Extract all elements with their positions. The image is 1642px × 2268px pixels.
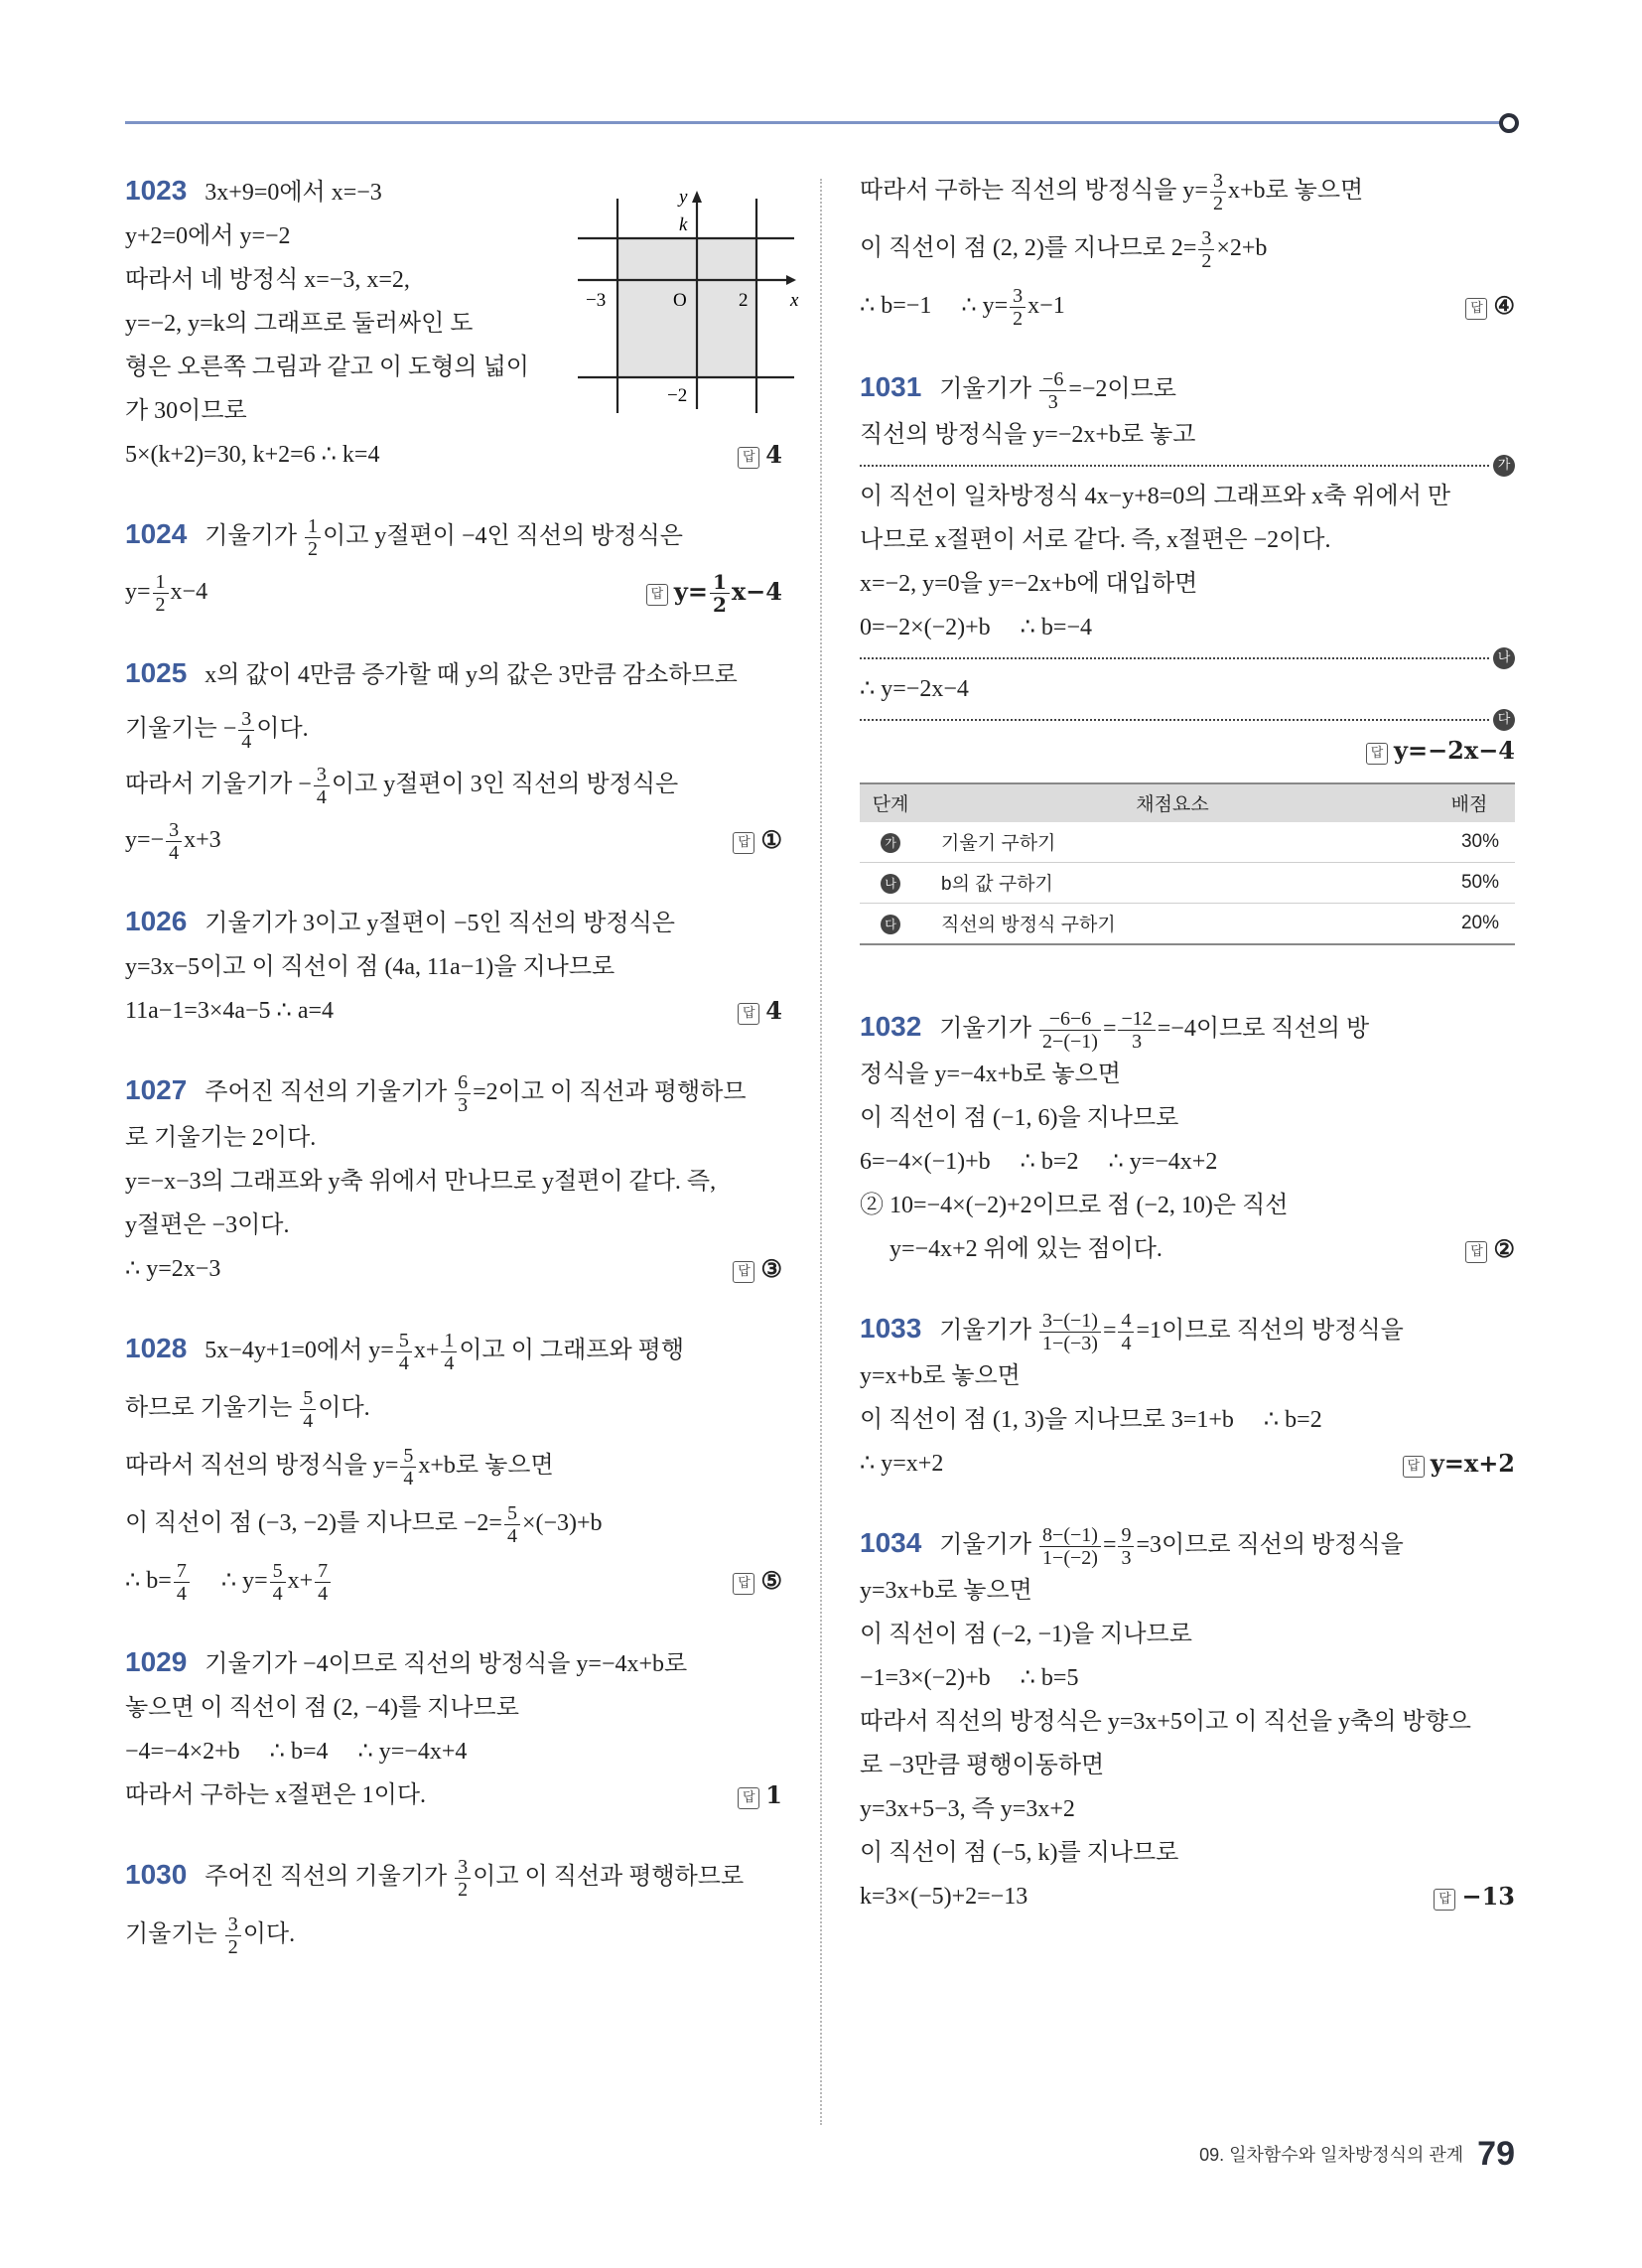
text-line: 0=−2×(−2)+b ∴ b=−4 bbox=[860, 614, 1092, 640]
numerator: 9 bbox=[1118, 1524, 1134, 1547]
denominator: 4 bbox=[241, 730, 252, 753]
fraction bbox=[396, 1330, 412, 1374]
text: 기울기가 bbox=[205, 523, 304, 549]
numerator: 8−(−1) bbox=[1039, 1524, 1101, 1547]
answer-mark-icon: 답 bbox=[646, 584, 668, 606]
text: = bbox=[1102, 1317, 1117, 1344]
numerator: 5 bbox=[396, 1330, 412, 1352]
answer bbox=[738, 433, 782, 477]
answer-value: −13 bbox=[1461, 1881, 1515, 1911]
text: ×2+b bbox=[1216, 234, 1268, 261]
fraction bbox=[1039, 1008, 1101, 1053]
table-row bbox=[860, 903, 1515, 944]
numerator: 3 bbox=[1010, 285, 1026, 308]
numerator: 5 bbox=[400, 1445, 416, 1468]
text-line: 직선의 방정식을 y=−2x+b로 놓고 bbox=[860, 421, 1196, 448]
numerator: 3 bbox=[1210, 170, 1226, 193]
text: 하므로 기울기는 bbox=[125, 1394, 299, 1421]
denominator: 4 bbox=[398, 1351, 409, 1374]
answer bbox=[1465, 1227, 1515, 1271]
step-marker-icon: 가 bbox=[1493, 455, 1515, 477]
text-line: y=3x−5이고 이 직선이 점 (4a, 11a−1)을 지나므로 bbox=[125, 953, 616, 980]
text-line: 따라서 직선의 방정식은 y=3x+5이고 이 직선을 y축의 방향으 bbox=[860, 1708, 1471, 1735]
problem-number: 1030 bbox=[125, 1858, 188, 1890]
text: 이다. bbox=[318, 1394, 370, 1421]
fraction bbox=[314, 764, 330, 808]
numerator: 5 bbox=[504, 1502, 520, 1525]
fraction bbox=[305, 515, 321, 560]
answer-mark-icon: 답 bbox=[733, 832, 754, 854]
denominator: 4 bbox=[272, 1582, 283, 1605]
text: 기울기가 bbox=[939, 1015, 1038, 1042]
answer bbox=[733, 1247, 782, 1291]
criteria-cell: b의 값 구하기 bbox=[921, 862, 1424, 903]
numerator: 3−(−1) bbox=[1039, 1310, 1101, 1333]
column-divider bbox=[820, 179, 822, 2125]
text: 기울기가 bbox=[939, 375, 1038, 402]
answer bbox=[1366, 729, 1515, 773]
problem-1028 bbox=[125, 1327, 782, 1605]
text-line: 이 직선이 점 (1, 3)을 지나므로 3=1+b ∴ b=2 bbox=[860, 1406, 1322, 1433]
problem-1033 bbox=[860, 1307, 1515, 1486]
text: x의 값이 4만큼 증가할 때 y의 값은 3만큼 감소하므로 bbox=[205, 661, 738, 688]
denominator: 4 bbox=[303, 1409, 314, 1432]
denominator: 3 bbox=[1047, 390, 1058, 413]
denominator: 2 bbox=[1201, 249, 1212, 272]
numerator: −12 bbox=[1118, 1008, 1155, 1031]
text-line: 가 30이므로 bbox=[125, 398, 247, 424]
denominator: 2 bbox=[712, 592, 727, 617]
text: x−1 bbox=[1027, 292, 1065, 319]
fraction bbox=[400, 1445, 416, 1489]
answer-mark-icon: 답 bbox=[1366, 743, 1388, 765]
answer-mark-icon: 답 bbox=[1434, 1889, 1455, 1911]
fraction bbox=[1039, 1310, 1101, 1354]
text: 이고 y절편이 3인 직선의 방정식은 bbox=[331, 771, 679, 797]
scoring-table-header bbox=[860, 783, 1515, 822]
text: =1이므로 직선의 방정식을 bbox=[1136, 1317, 1404, 1344]
text-line: −1=3×(−2)+b ∴ b=5 bbox=[860, 1664, 1079, 1691]
text: =3이므로 직선의 방정식을 bbox=[1136, 1531, 1404, 1558]
denominator: 3 bbox=[458, 1093, 469, 1116]
text-line: y=−2, y=k의 그래프로 둘러싸인 도 bbox=[125, 311, 474, 337]
problem-number: 1026 bbox=[125, 905, 188, 936]
fraction bbox=[1118, 1524, 1134, 1569]
text-line: 따라서 네 방정식 x=−3, x=2, bbox=[125, 267, 410, 293]
fraction bbox=[238, 708, 254, 753]
points-cell: 20% bbox=[1424, 903, 1515, 944]
problem-number: 1032 bbox=[860, 1010, 922, 1042]
denominator: 4 bbox=[506, 1524, 517, 1547]
text: k=3×(−5)+2=−13 bbox=[860, 1883, 1028, 1910]
top-rule bbox=[125, 121, 1507, 124]
text: =−4이므로 직선의 방 bbox=[1157, 1015, 1370, 1042]
text: 이 직선이 점 (−3, −2)를 지나므로 −2= bbox=[125, 1509, 502, 1536]
step-marker-icon: 가 bbox=[881, 833, 900, 853]
answer-mark-icon: 답 bbox=[1403, 1456, 1425, 1478]
text-line: 이 직선이 점 (−1, 6)을 지나므로 bbox=[860, 1104, 1179, 1131]
problem-1024 bbox=[125, 512, 782, 616]
chapter-title: 09. 일차함수와 일차방정식의 관계 bbox=[1199, 2145, 1464, 2165]
denominator: 3 bbox=[1132, 1030, 1143, 1053]
text: 이고 이 그래프와 평행 bbox=[459, 1337, 685, 1363]
text: x−4 bbox=[170, 578, 208, 605]
answer bbox=[733, 1559, 782, 1603]
step-separator bbox=[860, 711, 1511, 727]
answer-value: y=x+2 bbox=[1430, 1448, 1515, 1478]
text-line: 정식을 y=−4x+b로 놓으면 bbox=[860, 1061, 1121, 1087]
fraction bbox=[455, 1071, 471, 1116]
answer bbox=[738, 1773, 782, 1817]
text: y=−4x+2 위에 있는 점이다. bbox=[889, 1235, 1163, 1262]
denominator: 2 bbox=[1013, 307, 1024, 330]
step-marker-icon: 나 bbox=[1493, 647, 1515, 669]
text: =−2이므로 bbox=[1068, 375, 1176, 402]
fraction bbox=[441, 1330, 457, 1374]
graph-label-x: x bbox=[790, 290, 799, 311]
text: 기울기는 bbox=[125, 1920, 223, 1947]
text: 따라서 직선의 방정식을 y= bbox=[125, 1452, 399, 1479]
text: x+b로 놓으면 bbox=[418, 1452, 554, 1479]
text: y= bbox=[125, 578, 151, 605]
text-line: 형은 오른쪽 그림과 같고 이 도형의 넓이 bbox=[125, 354, 529, 380]
text: 기울기가 bbox=[939, 1317, 1038, 1344]
text: ∴ b=−1 ∴ y= bbox=[860, 292, 1009, 319]
problem-1027 bbox=[125, 1068, 782, 1291]
text-line: −4=−4×2+b ∴ b=4 ∴ y=−4x+4 bbox=[125, 1738, 468, 1765]
left-column bbox=[125, 169, 799, 1994]
problem-number: 1034 bbox=[860, 1526, 922, 1558]
header-criteria: 채점요소 bbox=[921, 783, 1424, 822]
problem-number: 1031 bbox=[860, 370, 922, 402]
denominator: 4 bbox=[444, 1351, 455, 1374]
text: 이 직선이 점 (2, 2)를 지나므로 2= bbox=[860, 234, 1197, 261]
answer-value: ④ bbox=[1493, 290, 1515, 320]
denominator: 4 bbox=[1121, 1332, 1132, 1354]
scoring-table bbox=[860, 782, 1515, 945]
fraction bbox=[315, 1560, 331, 1605]
right-column bbox=[860, 169, 1515, 1954]
denominator: 2 bbox=[227, 1935, 238, 1958]
text-line: 로 −3만큼 평행이동하면 bbox=[860, 1752, 1105, 1778]
text: 기울기가 bbox=[939, 1531, 1038, 1558]
answer-value: y=−2x−4 bbox=[1394, 735, 1515, 765]
text-line: y+2=0에서 y=−2 bbox=[125, 223, 291, 249]
text: 기울기는 − bbox=[125, 715, 237, 742]
answer-mark-icon: 답 bbox=[1465, 298, 1487, 320]
fraction bbox=[455, 1856, 471, 1901]
text: 주어진 직선의 기울기가 bbox=[205, 1863, 454, 1890]
answer bbox=[1465, 284, 1515, 328]
answer-mark-icon: 답 bbox=[733, 1261, 754, 1283]
answer bbox=[646, 570, 782, 616]
text: 기울기가 −4이므로 직선의 방정식을 y=−4x+b로 bbox=[205, 1650, 688, 1677]
text-line: 놓으면 이 직선이 점 (2, −4)를 지나므로 bbox=[125, 1694, 519, 1721]
answer bbox=[1403, 1442, 1515, 1486]
text: 11a−1=3×4a−5 ∴ a=4 bbox=[125, 997, 335, 1024]
text: x+b로 놓으면 bbox=[1227, 178, 1364, 204]
answer-mark-icon: 답 bbox=[738, 1003, 759, 1025]
fraction bbox=[504, 1502, 520, 1547]
text-line: y=3x+5−3, 즉 y=3x+2 bbox=[860, 1795, 1075, 1822]
text: 이고 y절편이 −4인 직선의 방정식은 bbox=[323, 523, 683, 549]
problem-number: 1024 bbox=[125, 518, 188, 549]
answer-value: ② bbox=[1493, 1233, 1515, 1263]
text-line: 5×(k+2)=30, k+2=6 ∴ k=4 bbox=[125, 442, 380, 468]
answer bbox=[733, 818, 782, 862]
criteria-cell: 직선의 방정식 구하기 bbox=[921, 903, 1424, 944]
top-rule-dot bbox=[1499, 113, 1519, 133]
answer-value: ⑤ bbox=[760, 1565, 782, 1595]
text: ∴ y=x+2 bbox=[860, 1450, 944, 1477]
numerator: 7 bbox=[315, 1560, 331, 1583]
graph-label-k: k bbox=[679, 214, 688, 235]
text-line: 이 직선이 점 (−5, k)를 지나므로 bbox=[860, 1839, 1179, 1866]
text: 따라서 구하는 직선의 방정식을 y= bbox=[860, 178, 1208, 204]
text: = bbox=[1102, 1531, 1117, 1558]
numerator: 5 bbox=[270, 1560, 286, 1583]
denominator: 1−(−2) bbox=[1042, 1546, 1098, 1569]
fraction bbox=[225, 1914, 241, 1958]
step-separator bbox=[860, 649, 1511, 665]
denominator: 4 bbox=[318, 1582, 329, 1605]
text-line: 나므로 x절편이 서로 같다. 즉, x절편은 −2이다. bbox=[860, 526, 1331, 553]
problem-1026 bbox=[125, 900, 782, 1033]
fraction bbox=[1118, 1008, 1155, 1053]
text: x+ bbox=[287, 1567, 314, 1594]
axis-x-arrow bbox=[786, 275, 796, 285]
numerator: 3 bbox=[1198, 227, 1214, 250]
text-line: 3x+9=0에서 x=−3 bbox=[205, 180, 382, 206]
text-line: 로 기울기는 2이다. bbox=[125, 1124, 317, 1151]
points-cell: 30% bbox=[1424, 822, 1515, 863]
text: ∴ y= bbox=[191, 1567, 268, 1594]
answer-value: 4 bbox=[765, 440, 782, 469]
text-line: y=3x+b로 놓으면 bbox=[860, 1577, 1032, 1604]
step-marker-icon: 다 bbox=[881, 915, 900, 934]
denominator: 2−(−1) bbox=[1042, 1030, 1098, 1053]
denominator: 3 bbox=[1121, 1546, 1132, 1569]
answer-value: ③ bbox=[760, 1253, 782, 1283]
text: x+3 bbox=[184, 826, 221, 853]
fraction bbox=[270, 1560, 286, 1605]
numerator: 3 bbox=[238, 708, 254, 731]
text: ∴ y=2x−3 bbox=[125, 1255, 221, 1282]
numerator: 1 bbox=[305, 515, 321, 538]
problem-number: 1027 bbox=[125, 1073, 188, 1105]
numerator: 1 bbox=[710, 571, 730, 594]
fraction bbox=[153, 571, 169, 616]
numerator: 3 bbox=[314, 764, 330, 786]
header-points: 배점 bbox=[1424, 783, 1515, 822]
answer-mark-icon: 답 bbox=[738, 447, 759, 469]
text-line: y=−x−3의 그래프와 y축 위에서 만나므로 y절편이 같다. 즉, bbox=[125, 1168, 717, 1195]
text: 기울기가 3이고 y절편이 −5인 직선의 방정식은 bbox=[205, 910, 675, 936]
graph-label-minus-3: −3 bbox=[586, 290, 607, 311]
fraction bbox=[710, 571, 730, 616]
denominator: 2 bbox=[458, 1878, 469, 1901]
denominator: 4 bbox=[316, 785, 327, 808]
numerator: −6 bbox=[1039, 368, 1066, 391]
graph-label-minus-2: −2 bbox=[667, 385, 688, 406]
fraction bbox=[1010, 285, 1026, 330]
step-marker-icon: 나 bbox=[881, 874, 900, 894]
answer bbox=[738, 989, 782, 1033]
text: 이다. bbox=[242, 1920, 296, 1947]
text-line: 이 직선이 점 (−2, −1)을 지나므로 bbox=[860, 1621, 1192, 1647]
numerator: 1 bbox=[441, 1330, 457, 1352]
answer-value: 4 bbox=[765, 995, 782, 1025]
problem-1032 bbox=[860, 1005, 1515, 1271]
header-step: 단계 bbox=[860, 783, 921, 822]
denominator: 4 bbox=[169, 841, 180, 864]
problem-1023 bbox=[125, 169, 799, 477]
numerator: 7 bbox=[174, 1560, 190, 1583]
numerator: 3 bbox=[225, 1914, 241, 1936]
numerator: 3 bbox=[455, 1856, 471, 1879]
numerator: 5 bbox=[300, 1387, 316, 1410]
text: x+ bbox=[413, 1337, 440, 1363]
text-line: y=x+b로 놓으면 bbox=[860, 1362, 1021, 1389]
points-cell: 50% bbox=[1424, 862, 1515, 903]
numerator: 1 bbox=[153, 571, 169, 594]
numerator: 3 bbox=[166, 819, 182, 842]
criteria-cell: 기울기 구하기 bbox=[921, 822, 1424, 863]
problem-1025 bbox=[125, 651, 782, 864]
problem-1031 bbox=[860, 365, 1515, 945]
answer-mark-icon: 답 bbox=[733, 1573, 754, 1595]
text: 이고 이 직선과 평행하므로 bbox=[473, 1863, 745, 1890]
text: 따라서 기울기가 − bbox=[125, 771, 312, 797]
problem-number: 1033 bbox=[860, 1312, 922, 1344]
text-line: ② 10=−4×(−2)+2이므로 점 (−2, 10)은 직선 bbox=[860, 1192, 1289, 1218]
answer-mark-icon: 답 bbox=[738, 1787, 759, 1809]
table-row bbox=[860, 822, 1515, 863]
denominator: 4 bbox=[176, 1582, 187, 1605]
text: y=− bbox=[125, 826, 165, 853]
text-line: y절편은 −3이다. bbox=[125, 1211, 290, 1238]
text: 이다. bbox=[256, 715, 309, 742]
text-line: x=−2, y=0을 y=−2x+b에 대입하면 bbox=[860, 570, 1198, 597]
text: 5x−4y+1=0에서 y= bbox=[205, 1337, 394, 1363]
text: = bbox=[1102, 1015, 1117, 1042]
text: y= bbox=[673, 576, 708, 606]
fraction bbox=[1198, 227, 1214, 272]
problem-1034 bbox=[860, 1521, 1515, 1918]
step-marker-icon: 다 bbox=[1493, 709, 1515, 731]
problem-number: 1028 bbox=[125, 1332, 188, 1363]
answer-value: ① bbox=[760, 824, 782, 854]
problem-1029 bbox=[125, 1640, 782, 1817]
numerator: 6 bbox=[455, 1071, 471, 1094]
fraction bbox=[1210, 170, 1226, 214]
problem-number: 1025 bbox=[125, 656, 188, 688]
text-line: 이 직선이 일차방정식 4x−y+8=0의 그래프와 x축 위에서 만 bbox=[860, 483, 1451, 509]
answer-value: 1 bbox=[765, 1779, 782, 1809]
numerator: −6−6 bbox=[1039, 1008, 1101, 1031]
table-row bbox=[860, 862, 1515, 903]
fraction bbox=[174, 1560, 190, 1605]
step-separator bbox=[860, 457, 1511, 473]
numerator: 4 bbox=[1118, 1310, 1134, 1333]
denominator: 2 bbox=[308, 537, 319, 560]
fraction bbox=[1039, 1524, 1101, 1569]
text: 따라서 구하는 x절편은 1이다. bbox=[125, 1781, 427, 1808]
text-line: ∴ y=−2x−4 bbox=[860, 675, 969, 702]
graph-label-2: 2 bbox=[739, 290, 749, 311]
fraction bbox=[166, 819, 182, 864]
text: 주어진 직선의 기울기가 bbox=[205, 1078, 454, 1105]
denominator: 2 bbox=[1212, 192, 1223, 214]
fraction bbox=[1118, 1310, 1134, 1354]
problem-1030-part2 bbox=[860, 169, 1515, 330]
problem-1030-part1 bbox=[125, 1853, 782, 1958]
text: ∴ b= bbox=[125, 1567, 172, 1594]
text: =2이고 이 직선과 평행하므 bbox=[473, 1078, 747, 1105]
answer-mark-icon: 답 bbox=[1465, 1241, 1487, 1263]
problem-number: 1023 bbox=[125, 175, 188, 206]
denominator: 1−(−3) bbox=[1042, 1332, 1098, 1354]
fraction bbox=[1039, 368, 1066, 413]
fraction bbox=[300, 1387, 316, 1432]
denominator: 4 bbox=[403, 1467, 414, 1489]
denominator: 2 bbox=[155, 593, 166, 616]
text: x−4 bbox=[731, 576, 782, 606]
graph-label-y: y bbox=[679, 187, 688, 208]
text-line: 6=−4×(−1)+b ∴ b=2 ∴ y=−4x+2 bbox=[860, 1148, 1218, 1175]
answer bbox=[1434, 1875, 1515, 1918]
problem-number: 1029 bbox=[125, 1645, 188, 1677]
graph-label-origin: O bbox=[673, 290, 687, 311]
text: ×(−3)+b bbox=[521, 1509, 603, 1536]
page-footer bbox=[1199, 2135, 1515, 2174]
page-number: 79 bbox=[1477, 2135, 1515, 2173]
